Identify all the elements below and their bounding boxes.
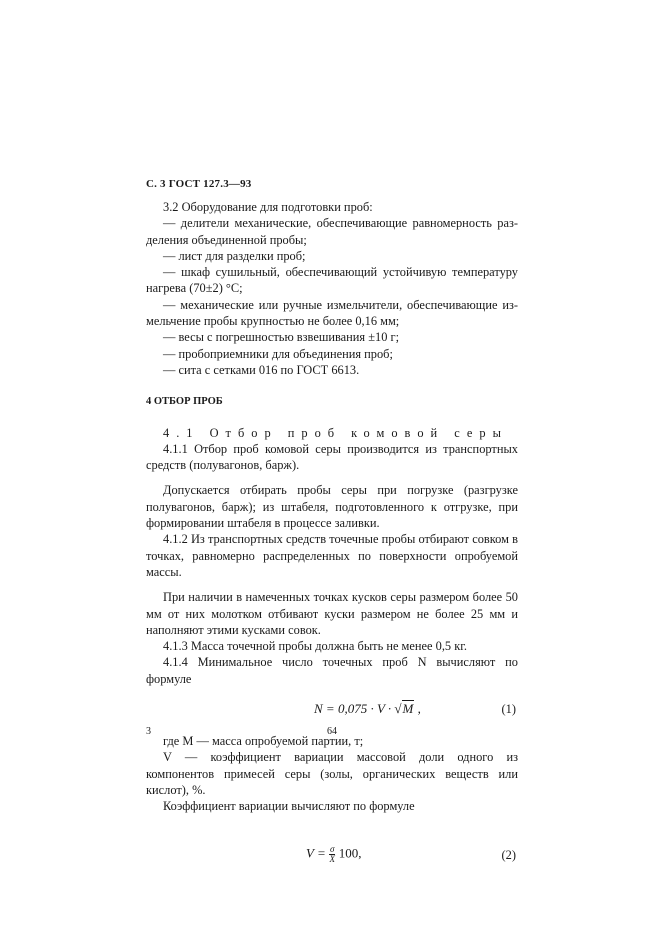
paragraph-4-1-2b: При наличии в намеченных точках кусков серы размером более 50 мм от них молотком отбивают куски размером не более 25 мм и наполняют этими кусками совок.: [146, 590, 518, 637]
list-item: — весы с погрешностью взвешивания ±10 г;: [163, 330, 400, 345]
where-v: V — коэффициент вариации массовой доли одного из компонентов примесей серы (золы, органических веществ или кислот), %.: [146, 750, 518, 797]
formula-2: [146, 845, 518, 875]
footer-left-mark: 3: [146, 726, 151, 737]
formula-1-tail: ,: [414, 701, 421, 717]
list-item: — лист для разделки проб;: [163, 248, 306, 263]
formula-2-lhs: V =: [306, 844, 329, 860]
list-item: — сита с сетками 016 по ГОСТ 6613.: [163, 362, 360, 377]
formula-1-number: (1): [501, 702, 516, 717]
formula-1-radicand: M: [402, 701, 414, 717]
formula-2-tail: 100,: [335, 844, 362, 860]
formula-1-lhs: N = 0,075 · V ·: [314, 701, 395, 717]
formula-2-denominator: X̄: [329, 853, 335, 864]
paragraph-4-1-1: 4.1.1 Отбор проб комовой серы производится из транспортных средств (полувагонов, барж).: [146, 441, 518, 473]
coef-text: Коэффициент вариации вычисляют по формуле: [163, 799, 415, 814]
paragraph-4-1-2: 4.1.2 Из транспортных средств точечные пробы отбирают совком в точках, равномерно распределенных по поверхности опробуемой массы.: [146, 532, 518, 579]
paragraph-4-1-1b: Допускается отбирать пробы серы при погрузке (разгрузке полувагонов, барж); из штабеля, подготовленного к отгрузке, при формировании штабеля в процессе заливки.: [146, 483, 518, 531]
section-3-2-title: 3.2 Оборудование для подготовки проб:: [163, 200, 373, 214]
formula-2-expression: [306, 845, 361, 864]
list-item: — делители механические, обеспечивающие равномерность раз-деления объединенной пробы;: [146, 216, 518, 247]
section-4-title: 4 ОТБОР ПРОБ: [146, 396, 223, 408]
list-item: — шкаф сушильный, обеспечивающий устойчивую температуру нагрева (70±2) °С;: [146, 265, 518, 296]
formula-2-numerator: σ: [329, 843, 335, 854]
page-header: С. 3 ГОСТ 127.3—93: [146, 178, 252, 190]
list-item: — механические или ручные измельчители, обеспечивающие из-мельчение пробы крупностью не более 0,16 мм;: [146, 297, 518, 329]
where-m: где М — масса опробуемой партии, т;: [163, 734, 364, 749]
paragraph-4-1-4: 4.1.4 Минимальное число точечных проб N вычисляют по формуле: [146, 655, 518, 686]
subsection-4-1-title: 4.1 Отбор проб комовой серы: [163, 425, 508, 440]
formula-2-number: (2): [501, 847, 516, 862]
page-number: 64: [327, 726, 337, 737]
document-body: [146, 199, 518, 875]
formula-1-expression: N = 0,075 · V · √M ,: [314, 701, 421, 717]
paragraph-4-1-3: 4.1.3 Масса точечной пробы должна быть не менее 0,5 кг.: [163, 639, 468, 654]
list-item: — пробоприемники для объединения проб;: [163, 346, 393, 361]
